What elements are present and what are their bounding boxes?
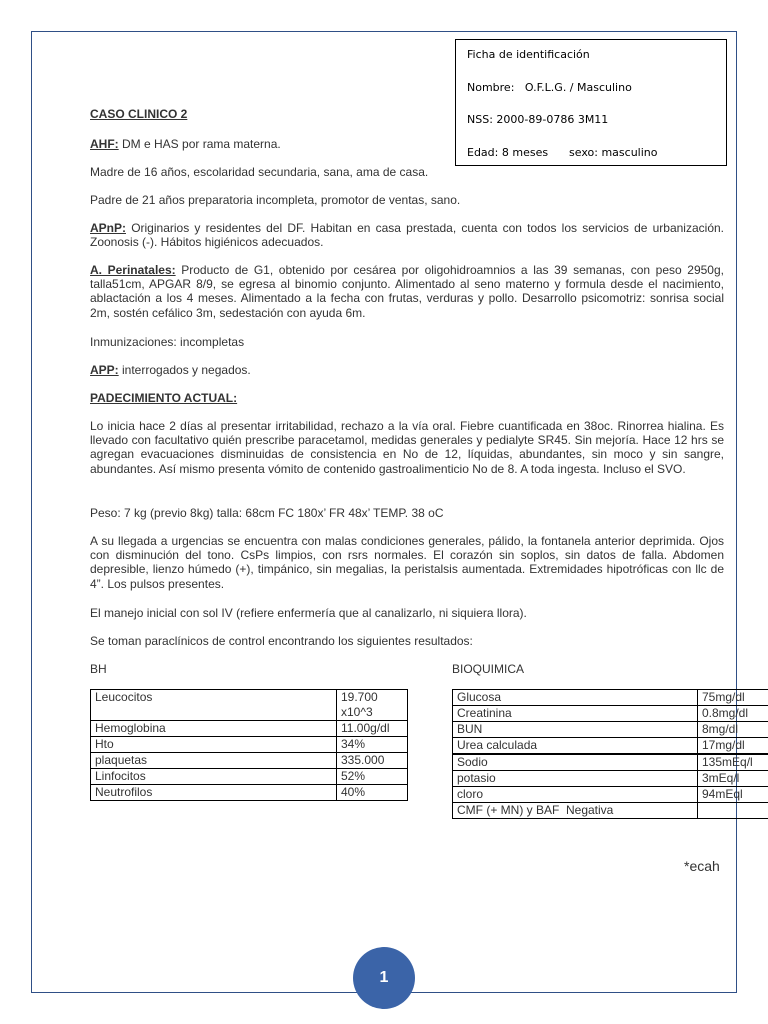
table-cell-label: cloro	[453, 787, 698, 803]
signature-initials: *ecah	[684, 858, 720, 874]
table-cell-value	[698, 803, 768, 819]
table-cell-label: Sodio	[453, 755, 698, 771]
table-cell-label: BUN	[453, 722, 698, 738]
app-label: APP:	[90, 363, 119, 377]
id-box-age: Edad: 8 meses sexo: masculino	[467, 146, 658, 159]
perinatal-label: A. Perinatales:	[90, 263, 176, 277]
table-row	[453, 706, 768, 722]
table-cell-label: Creatinina	[453, 706, 698, 722]
bioquimica-table	[452, 689, 768, 819]
case-title: CASO CLINICO 2	[90, 107, 188, 121]
table-row	[91, 721, 408, 737]
apnp-paragraph: APnP: Originarios y residentes del DF. Habitan en casa prestada, cuenta con todos los servicios de urbanización. Zoonosis (-). Hábitos higiénicos adecuados.	[90, 221, 724, 250]
table-row	[91, 690, 408, 721]
table-cell-value: 3mEq/l	[698, 771, 768, 787]
table-cell-label: plaquetas	[91, 753, 337, 769]
initial-management-paragraph: El manejo inicial con sol IV (refiere enfermería que al canalizarlo, ni siquiera llora).	[90, 606, 527, 620]
table-row	[453, 803, 768, 819]
table-row	[91, 737, 408, 753]
current-illness-title: PADECIMIENTO ACTUAL:	[90, 391, 238, 405]
id-box-title: Ficha de identificación	[467, 48, 590, 61]
table-cell-value: 19.700 x10^3	[337, 690, 408, 721]
table-cell-label: Hto	[91, 737, 337, 753]
table-cell-label: Linfocitos	[91, 769, 337, 785]
vitals-paragraph: Peso: 7 kg (previo 8kg) talla: 68cm FC 180x’ FR 48x’ TEMP. 38 oC	[90, 506, 444, 520]
apnp-label: APnP:	[90, 221, 126, 235]
table-cell-value: 11.00g/dl	[337, 721, 408, 737]
table-row	[453, 787, 768, 803]
ahf-paragraph: AHF: DM e HAS por rama materna.	[90, 137, 281, 151]
table-cell-value: 0.8mg/dl	[698, 706, 768, 722]
immunizations-paragraph: Inmunizaciones: incompletas	[90, 335, 245, 349]
table-row	[91, 769, 408, 785]
ahf-label: AHF:	[90, 137, 119, 151]
table-cell-label: Leucocitos	[91, 690, 337, 721]
table-row	[91, 753, 408, 769]
table-cell-value: 40%	[337, 785, 408, 801]
table-cell-value: 34%	[337, 737, 408, 753]
table-cell-label: Glucosa	[453, 690, 698, 706]
app-paragraph: APP: interrogados y negados.	[90, 363, 251, 377]
current-illness-paragraph: Lo inicia hace 2 días al presentar irritabilidad, rechazo a la vía oral. Fiebre cuantificada en 38oc. Rinorrea hialina. Es llevado con facultativo quién prescribe paracetamol, medidas generales y pedialyte SR45. Sin mejoría. Hace 12 hrs se agregan evacuaciones disminuidas de consistencia en No de 12, líquidas, abundantes, sin moco y sin sangre, abundantes. Así mismo presenta vómito de contenido gastroalimenticio No de 8. A toda ingesta. Incluso el SVO.	[90, 419, 724, 476]
table-cell-value: 94mEql	[698, 787, 768, 803]
table-row	[91, 785, 408, 801]
bioquimica-title: BIOQUIMICA	[452, 662, 525, 676]
table-cell-label: Hemoglobina	[91, 721, 337, 737]
bh-table	[90, 689, 408, 801]
bh-title: BH	[90, 662, 107, 676]
paraclinics-paragraph: Se toman paraclínicos de control encontrando los siguientes resultados:	[90, 634, 473, 648]
table-row	[453, 690, 768, 706]
page-number-badge: 1	[353, 947, 415, 1009]
arrival-paragraph: A su llegada a urgencias se encuentra con malas condiciones generales, pálido, la fontanela anterior deprimida. Ojos con disminución del tono. CsPs limpios, con rsrs normales. El corazón sin soplos, sin datos de falla. Abdomen depresible, lienzo húmedo (+), timpánico, sin megalias, la peristalsis aumentada. Extremidades hipotróficas con llc de 4”. Los pulsos presentes.	[90, 534, 724, 591]
table-cell-value: 17mg/dl	[698, 738, 768, 754]
table-row	[453, 771, 768, 787]
father-paragraph: Padre de 21 años preparatoria incompleta, promotor de ventas, sano.	[90, 193, 461, 207]
table-cell-label: potasio	[453, 771, 698, 787]
table-row	[453, 722, 768, 738]
table-cell-label: CMF (+ MN) y BAF Negativa	[453, 803, 698, 819]
table-row	[453, 755, 768, 771]
mother-paragraph: Madre de 16 años, escolaridad secundaria, sana, ama de casa.	[90, 165, 429, 179]
table-cell-label: Urea calculada	[453, 738, 698, 754]
perinatal-paragraph: A. Perinatales: Producto de G1, obtenido por cesárea por oligohidroamnios a las 39 semanas, con peso 2950g, talla51cm, APGAR 8/9, se egresa al binomio conjunto. Alimentado al seno materno y formula desde el nacimiento, ablactación a los 4 meses. Alimentado a la fecha con frutas, verduras y pollo. Desarrollo psicomotriz: sonrisa social 2m, sostén cefálico 3m, sedestación con ayuda 6m.	[90, 263, 724, 320]
table-row	[453, 738, 768, 754]
table-cell-value: 52%	[337, 769, 408, 785]
table-cell-value: 75mg/dl	[698, 690, 768, 706]
table-cell-value: 135mEq/l	[698, 755, 768, 771]
table-cell-value: 335.000	[337, 753, 408, 769]
table-cell-label: Neutrofilos	[91, 785, 337, 801]
id-box-nss: NSS: 2000-89-0786 3M11	[467, 113, 609, 126]
id-box-name: Nombre: O.F.L.G. / Masculino	[467, 81, 632, 94]
table-cell-value: 8mg/dl	[698, 722, 768, 738]
